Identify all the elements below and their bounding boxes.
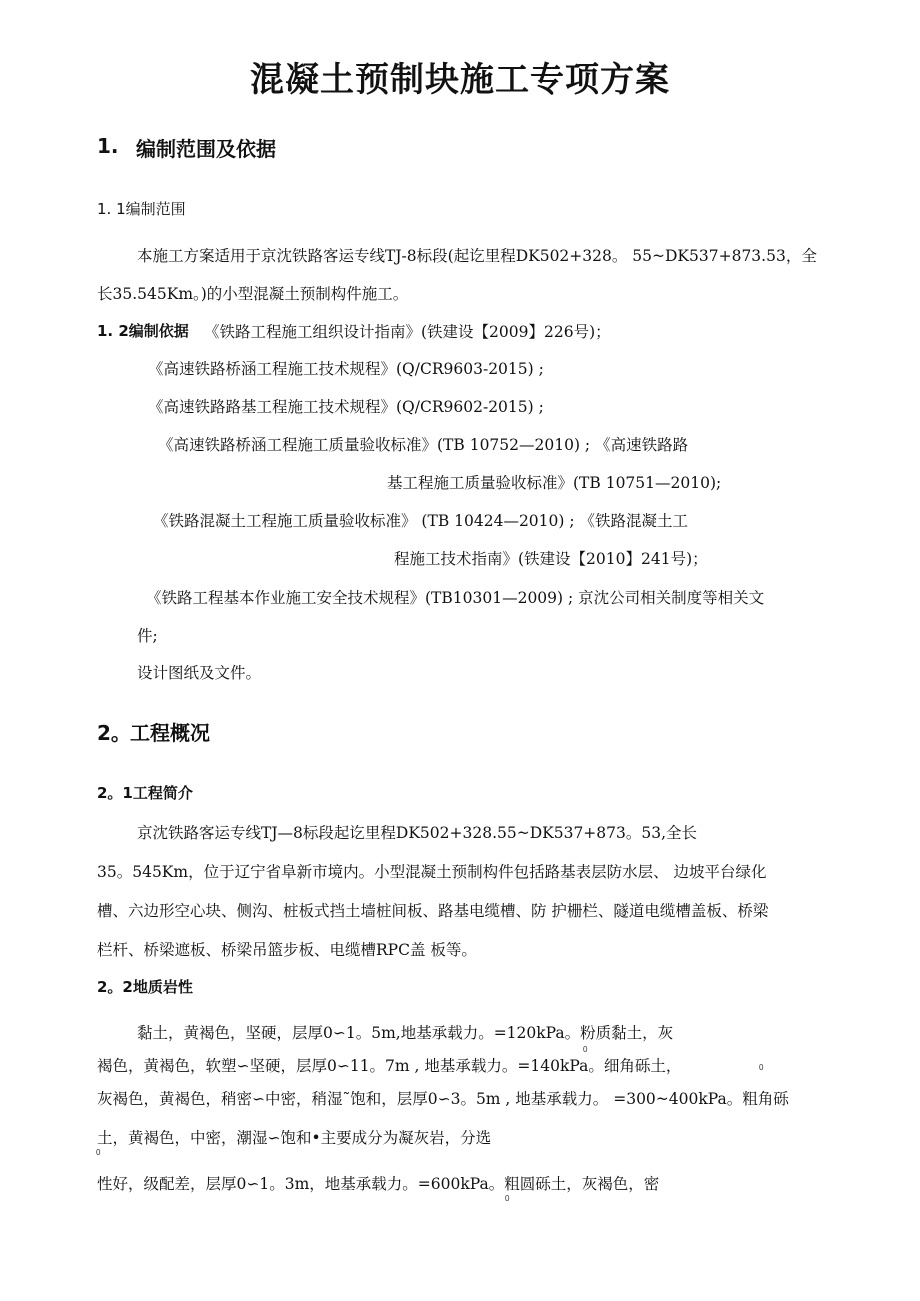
document-title: 混凝土预制块施工专项方案 <box>250 60 670 100</box>
subsection-2-2-heading: 2。2地质岩性 <box>97 978 193 996</box>
geology-line: 土，黄褐色，中密，潮湿∽饱和•主要成分为凝灰岩，分选 <box>97 1129 492 1147</box>
reference-item: 《高速铁路路基工程施工技术规程》(Q/CR9602-2015) ; <box>148 398 544 416</box>
geology-line: 灰褐色，黄褐色，稍密∽中密，稍湿˜饱和，层厚0∽3。5m , 地基承载力。 =300~400kPa。粗角砾 <box>97 1090 789 1108</box>
section-2-heading: 工程概况 <box>130 721 210 745</box>
section-2-number: 2。 <box>97 721 131 745</box>
overview-line: 京沈铁路客运专线TJ—8标段起讫里程DK502+328.55~DK537+873。53,全长 <box>137 824 698 842</box>
scope-paragraph-line-1: 本施工方案适用于京沈铁路客运专线TJ-8标段(起讫里程DK502+328。 55~DK537+873.53，全 <box>137 247 817 265</box>
section-1-heading: 编制范围及依据 <box>136 137 276 161</box>
subscript-mark: 0 <box>759 1063 764 1072</box>
geology-line: 性好，级配差，层厚0∽1。3m，地基承载力。=600kPa。粗圆砾土，灰褐色，密 <box>97 1175 660 1193</box>
overview-line: 槽、六边形空心块、侧沟、桩板式挡土墙桩间板、路基电缆槽、防 护栅栏、隧道电缆槽盖板、桥梁 <box>97 902 769 920</box>
subscript-mark: 0 <box>96 1148 101 1157</box>
overview-line: 栏杆、桥梁遮板、桥梁吊篮步板、电缆槽RPC盖 板等。 <box>97 941 477 959</box>
geology-line: 褐色，黄褐色，软塑∽坚硬，层厚0∽11。7m , 地基承载力。=140kPa。细角砾土， <box>97 1057 682 1075</box>
reference-item: 设计图纸及文件。 <box>137 664 262 682</box>
reference-item: 《高速铁路桥涵工程施工技术规程》(Q/CR9603-2015) ; <box>148 360 544 378</box>
reference-item: 《铁路工程施工组织设计指南》(铁建设【2009】226号)； <box>204 323 611 341</box>
reference-item: 《高速铁路桥涵工程施工质量验收标准》(TB 10752—2010) ; 《高速铁路路 <box>158 436 689 454</box>
section-1-number: 1. <box>97 134 119 158</box>
geology-line: 黏土，黄褐色，坚硬，层厚0∽1。5m,地基承载力。=120kPa。粉质黏土，灰 <box>137 1024 674 1042</box>
reference-item-continued: 程施工技术指南》(铁建设【2010】241号)； <box>394 550 708 568</box>
subscript-mark: 0 <box>583 1045 588 1054</box>
reference-item: 《铁路混凝土工程施工质量验收标准》 (TB 10424—2010) ; 《铁路混凝土工 <box>153 512 689 530</box>
subsection-1-1-heading: 1. 1编制范围 <box>97 200 186 218</box>
reference-item-continued: 件; <box>137 627 158 645</box>
subsection-2-1-heading: 2。1工程简介 <box>97 784 193 802</box>
overview-line: 35。545Km，位于辽宁省阜新市境内。小型混凝土预制构件包括路基表层防水层、 边坡平台绿化 <box>97 863 767 881</box>
scope-paragraph-line-2: 长35.545Km。)的小型混凝土预制构件施工。 <box>97 285 409 303</box>
reference-item-continued: 基工程施工质量验收标准》(TB 10751—2010); <box>387 474 722 492</box>
reference-item: 《铁路工程基本作业施工安全技术规程》(TB10301—2009) ; 京沈公司相关制度等相关文 <box>146 589 765 607</box>
subsection-1-2-heading: 1. 2编制依据 <box>97 322 189 340</box>
subscript-mark: 0 <box>505 1194 510 1203</box>
